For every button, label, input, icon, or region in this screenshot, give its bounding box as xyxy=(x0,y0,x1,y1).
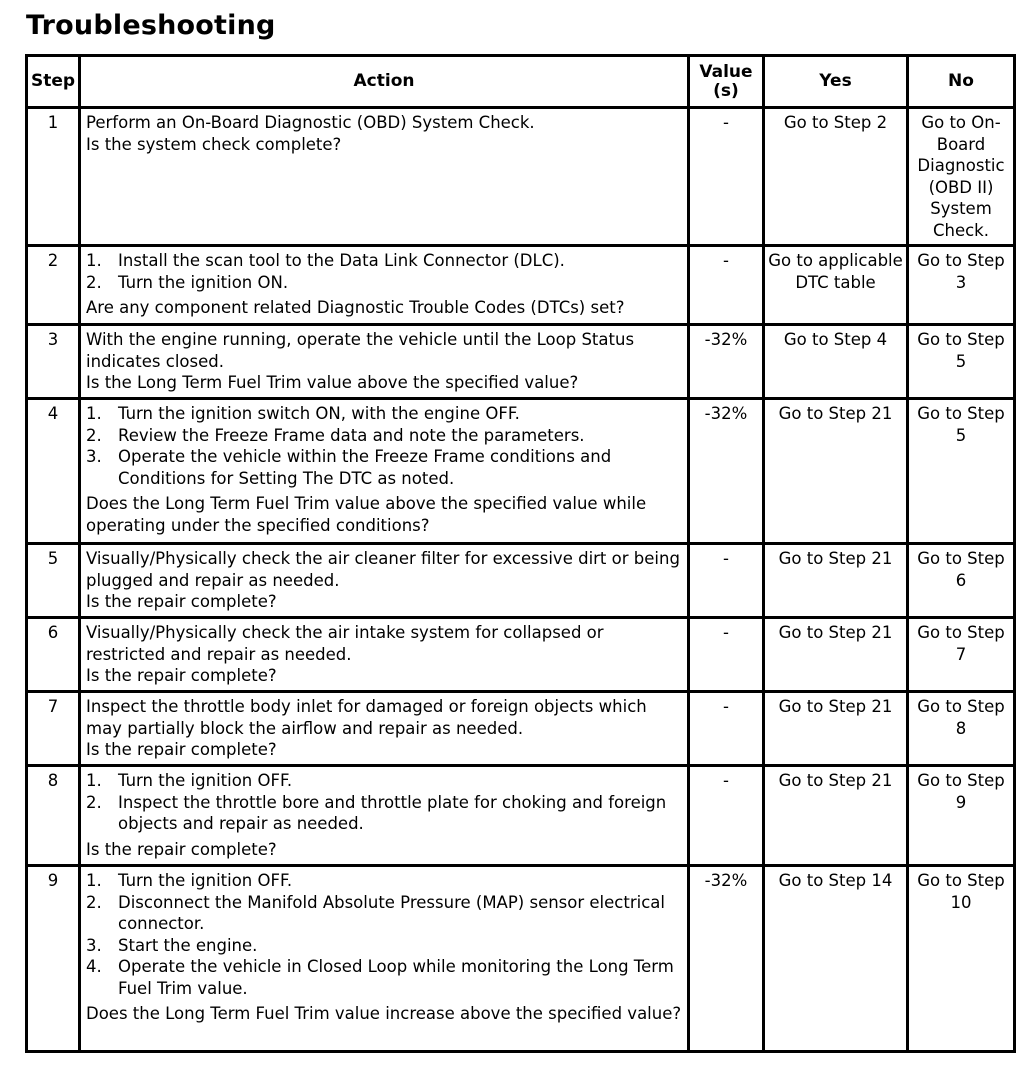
table-row xyxy=(27,866,1015,1052)
action-line: Is the repair complete? xyxy=(86,740,277,759)
value-cell: -32% xyxy=(689,866,764,1052)
header-step: Step xyxy=(27,56,80,108)
action-item-number: 2. xyxy=(86,425,102,445)
table-row xyxy=(27,108,1015,246)
table-row xyxy=(27,692,1015,766)
action-item-text: Disconnect the Manifold Absolute Pressure (MAP) sensor electrical connector. xyxy=(118,892,665,933)
action-list-item xyxy=(86,956,683,999)
action-line: Is the system check complete? xyxy=(86,134,342,154)
yes-cell: Go to Step 21 xyxy=(764,766,908,866)
page-title: Troubleshooting xyxy=(26,10,276,41)
value-cell: -32% xyxy=(689,325,764,399)
action-question: Is the repair complete? xyxy=(86,839,277,859)
header-value: Value (s) xyxy=(689,56,764,108)
action-item-text: Turn the ignition switch ON, with the engine OFF. xyxy=(118,404,520,423)
action-cell xyxy=(80,108,689,246)
action-line: With the engine running, operate the vehicle until the Loop Status indicates closed. xyxy=(86,330,635,371)
action-item-text: Turn the ignition OFF. xyxy=(118,771,293,790)
action-list-item xyxy=(86,870,683,892)
action-item-number: 3. xyxy=(86,447,102,466)
action-list-item xyxy=(86,250,683,272)
action-item-text: Inspect the throttle bore and throttle plate for choking and foreign objects and repair as needed. xyxy=(118,792,667,833)
action-item-text: Turn the ignition OFF. xyxy=(118,871,293,890)
table-row xyxy=(27,766,1015,866)
yes-cell: Go to Step 21 xyxy=(764,399,908,544)
action-line: Inspect the throttle body inlet for damaged or foreign objects which may partially block the airflow and repair as needed. xyxy=(86,697,647,738)
value-cell: - xyxy=(689,692,764,766)
yes-cell: Go to Step 14 xyxy=(764,866,908,1052)
step-cell: 2 xyxy=(27,246,80,325)
step-cell: 7 xyxy=(27,692,80,766)
troubleshooting-table xyxy=(25,54,1016,1053)
no-cell: Go to On-Board Diagnostic (OBD II) System Check. xyxy=(908,108,1015,246)
no-cell: Go to Step 3 xyxy=(908,246,1015,325)
value-cell: - xyxy=(689,618,764,692)
table-row xyxy=(27,246,1015,325)
action-list-item xyxy=(86,935,683,957)
action-cell xyxy=(80,246,689,325)
no-cell: Go to Step 5 xyxy=(908,399,1015,544)
value-cell: - xyxy=(689,108,764,246)
action-cell xyxy=(80,692,689,766)
action-item-text: Install the scan tool to the Data Link Connector (DLC). xyxy=(118,251,565,270)
action-item-number: 2. xyxy=(86,892,102,912)
action-item-number: 2. xyxy=(86,272,102,292)
action-item-number: 1. xyxy=(86,404,102,423)
action-list-item xyxy=(86,892,683,935)
table-header-row xyxy=(27,56,1015,108)
step-cell: 1 xyxy=(27,108,80,246)
action-item-number: 1. xyxy=(86,251,102,270)
step-cell: 5 xyxy=(27,544,80,618)
action-line: Is the Long Term Fuel Trim value above the specified value? xyxy=(86,373,579,392)
step-cell: 4 xyxy=(27,399,80,544)
step-cell: 6 xyxy=(27,618,80,692)
action-line: Visually/Physically check the air intake system for collapsed or restricted and repair as needed. xyxy=(86,623,604,664)
action-list-item xyxy=(86,403,683,425)
table-body xyxy=(27,108,1015,1052)
action-item-text: Operate the vehicle in Closed Loop while monitoring the Long Term Fuel Trim value. xyxy=(118,957,674,998)
no-cell: Go to Step 5 xyxy=(908,325,1015,399)
step-cell: 9 xyxy=(27,866,80,1052)
action-item-number: 3. xyxy=(86,935,102,955)
no-cell: Go to Step 9 xyxy=(908,766,1015,866)
no-cell: Go to Step 8 xyxy=(908,692,1015,766)
table-row xyxy=(27,399,1015,544)
action-item-number: 4. xyxy=(86,957,102,976)
value-cell: -32% xyxy=(689,399,764,544)
action-line: Is the repair complete? xyxy=(86,666,277,685)
no-cell: Go to Step 7 xyxy=(908,618,1015,692)
table-row xyxy=(27,325,1015,399)
action-line: Is the repair complete? xyxy=(86,592,277,611)
no-cell: Go to Step 6 xyxy=(908,544,1015,618)
action-list-item xyxy=(86,770,683,792)
table-row xyxy=(27,544,1015,618)
yes-cell: Go to Step 21 xyxy=(764,618,908,692)
step-cell: 3 xyxy=(27,325,80,399)
action-cell xyxy=(80,766,689,866)
table-row xyxy=(27,618,1015,692)
action-item-text: Turn the ignition ON. xyxy=(118,272,289,292)
action-line: Visually/Physically check the air cleaner filter for excessive dirt or being plugged and repair as needed. xyxy=(86,549,680,590)
action-item-text: Start the engine. xyxy=(118,935,258,955)
header-action: Action xyxy=(80,56,689,108)
no-cell: Go to Step 10 xyxy=(908,866,1015,1052)
action-cell xyxy=(80,325,689,399)
action-list-item xyxy=(86,446,683,489)
action-item-text: Review the Freeze Frame data and note the parameters. xyxy=(118,425,585,445)
yes-cell: Go to Step 2 xyxy=(764,108,908,246)
action-list-item xyxy=(86,792,683,835)
action-list-item xyxy=(86,272,683,294)
action-question: Are any component related Diagnostic Trouble Codes (DTCs) set? xyxy=(86,298,625,317)
value-cell: - xyxy=(689,246,764,325)
action-question: Does the Long Term Fuel Trim value above the specified value while operating under the specified conditions? xyxy=(86,494,647,535)
action-item-number: 1. xyxy=(86,771,102,790)
yes-cell: Go to Step 4 xyxy=(764,325,908,399)
step-cell: 8 xyxy=(27,766,80,866)
value-cell: - xyxy=(689,766,764,866)
action-line: Perform an On-Board Diagnostic (OBD) System Check. xyxy=(86,113,535,132)
action-cell xyxy=(80,866,689,1052)
yes-cell: Go to Step 21 xyxy=(764,544,908,618)
action-list-item xyxy=(86,425,683,447)
action-cell xyxy=(80,544,689,618)
action-cell xyxy=(80,399,689,544)
action-item-text: Operate the vehicle within the Freeze Frame conditions and Conditions for Setting The DTC as noted. xyxy=(118,447,612,488)
header-no: No xyxy=(908,56,1015,108)
action-item-number: 1. xyxy=(86,871,102,890)
yes-cell: Go to applicable DTC table xyxy=(764,246,908,325)
action-item-number: 2. xyxy=(86,792,102,812)
action-cell xyxy=(80,618,689,692)
value-cell: - xyxy=(689,544,764,618)
header-yes: Yes xyxy=(764,56,908,108)
action-question: Does the Long Term Fuel Trim value increase above the specified value? xyxy=(86,1004,682,1023)
yes-cell: Go to Step 21 xyxy=(764,692,908,766)
